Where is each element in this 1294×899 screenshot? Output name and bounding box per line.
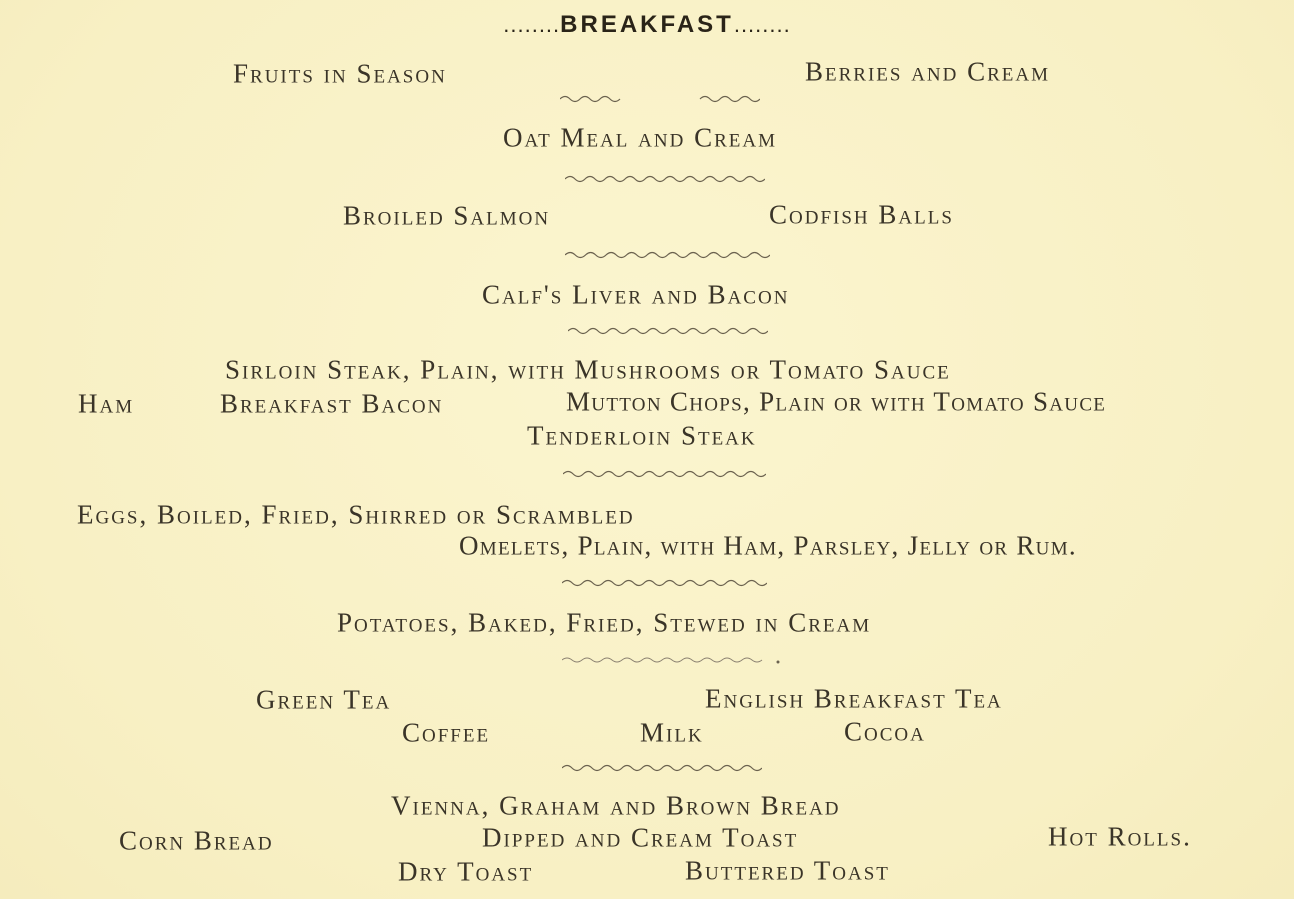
item-breakfast-bacon: Breakfast Bacon — [220, 388, 444, 419]
divider-4 — [568, 325, 768, 337]
item-potatoes: Potatoes, Baked, Fried, Stewed in Cream — [337, 607, 872, 638]
divider-6 — [562, 577, 767, 589]
divider-8 — [562, 762, 762, 774]
item-vienna-bread: Vienna, Graham and Brown Bread — [391, 790, 841, 821]
item-calfs-liver: Calf's Liver and Bacon — [482, 279, 790, 310]
item-berries-and-cream: Berries and Cream — [805, 56, 1051, 87]
item-tenderloin-steak: Tenderloin Steak — [527, 420, 757, 451]
item-ham: Ham — [78, 388, 135, 419]
item-omelets: Omelets, Plain, with Ham, Parsley, Jelly or Rum. — [459, 530, 1077, 561]
item-oat-meal: Oat Meal and Cream — [503, 122, 777, 153]
item-coffee: Coffee — [402, 717, 491, 748]
item-cocoa: Cocoa — [844, 716, 926, 747]
item-english-breakfast-tea: English Breakfast Tea — [705, 683, 1003, 714]
divider-7 — [562, 654, 782, 666]
item-hot-rolls: Hot Rolls. — [1048, 821, 1192, 852]
item-broiled-salmon: Broiled Salmon — [343, 200, 551, 231]
item-buttered-toast: Buttered Toast — [685, 855, 890, 886]
item-dry-toast: Dry Toast — [398, 856, 534, 887]
title-dots-left: ........ — [503, 12, 561, 37]
item-sirloin-steak: Sirloin Steak, Plain, with Mushrooms or Tomato Sauce — [225, 354, 951, 385]
item-codfish-balls: Codfish Balls — [769, 199, 954, 230]
title-dots-right: ........ — [733, 12, 791, 37]
divider-1 — [560, 93, 760, 105]
divider-5 — [563, 468, 766, 480]
menu-title — [503, 11, 790, 39]
item-corn-bread: Corn Bread — [119, 825, 274, 856]
title-text: BREAKFAST — [560, 11, 734, 38]
item-mutton-chops: Mutton Chops, Plain or with Tomato Sauce — [566, 386, 1107, 417]
divider-3 — [565, 249, 770, 261]
item-eggs: Eggs, Boiled, Fried, Shirred or Scrambled — [77, 499, 635, 530]
divider-2 — [565, 173, 765, 185]
item-dipped-toast: Dipped and Cream Toast — [482, 822, 799, 853]
item-milk: Milk — [640, 717, 704, 748]
item-fruits-in-season: Fruits in Season — [233, 58, 447, 89]
item-green-tea: Green Tea — [256, 684, 392, 715]
